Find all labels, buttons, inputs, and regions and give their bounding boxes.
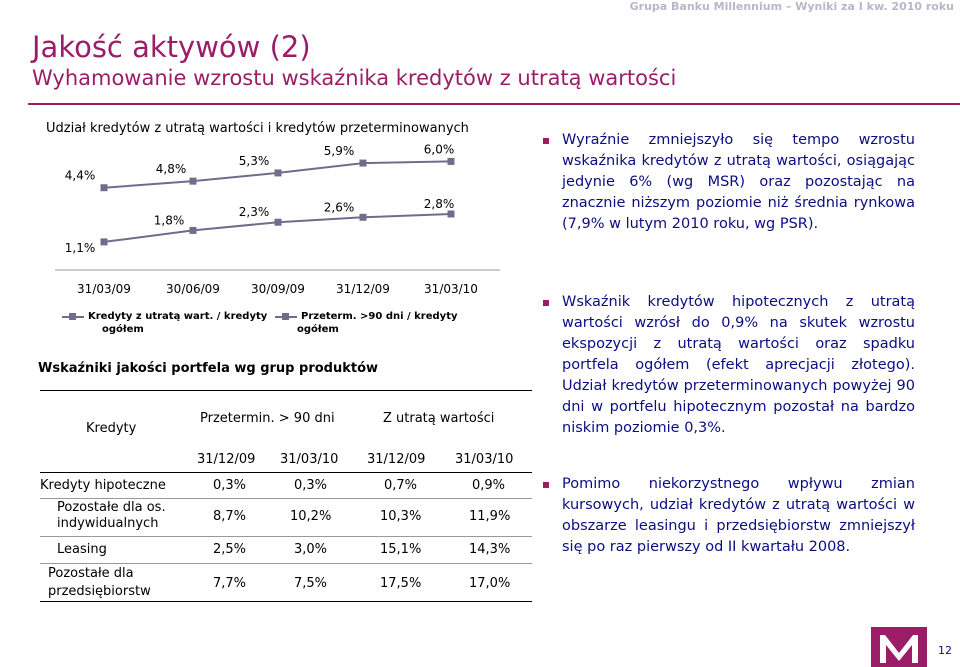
data-label: 1,1% [64, 240, 96, 255]
table-date-3: 31/12/09 [367, 452, 426, 467]
table-row-label: Pozostałe dla [48, 566, 134, 581]
x-tick-label: 31/03/10 [424, 282, 478, 296]
x-tick-label: 30/06/09 [166, 282, 220, 296]
legend-marker-overdue [275, 313, 297, 321]
data-label: 2,8% [423, 197, 455, 211]
table-row-rule [40, 536, 532, 537]
data-point-marker [448, 158, 455, 165]
millennium-logo [871, 627, 927, 667]
data-label: 1,8% [153, 213, 185, 228]
x-tick-label: 31/03/09 [77, 282, 131, 296]
table-row-label: przedsiębiorstw [48, 584, 151, 599]
data-label: 2,3% [238, 205, 270, 220]
table-cell: 15,1% [380, 542, 422, 557]
bullet-marker [543, 300, 549, 306]
table-cell: 17,5% [380, 576, 422, 591]
legend-label-overdue-line2: ogółem [297, 324, 339, 335]
title-divider [28, 103, 960, 105]
table-top-rule [40, 390, 532, 391]
data-label: 4,4% [64, 168, 96, 183]
table-cell: 0,3% [213, 478, 247, 493]
table-row-label: Leasing [57, 542, 107, 557]
table-cell: 0,7% [384, 478, 418, 493]
table-cell: 2,5% [213, 542, 247, 557]
table-bottom-rule [40, 601, 532, 602]
legend-label-impaired-line2: ogółem [102, 324, 144, 335]
table-row-rule [40, 498, 532, 499]
bullet-marker [543, 482, 549, 488]
table-cell: 7,7% [213, 576, 247, 591]
table-row-label: indywidualnych [57, 516, 159, 531]
data-label: 2,6% [323, 200, 355, 215]
line-chart [40, 135, 530, 300]
data-point-marker [101, 238, 108, 245]
header-stripe [0, 0, 652, 14]
legend-label-impaired-line1: Kredyty z utratą wart. / kredyty [88, 311, 268, 322]
header-bar [0, 0, 960, 16]
data-label: 5,9% [323, 144, 355, 159]
data-point-marker [275, 169, 282, 176]
table-row-rule [40, 563, 532, 564]
data-point-marker [101, 184, 108, 191]
bullet-impaired-growth [543, 130, 915, 235]
table-row-label: Pozostałe dla os. [57, 500, 166, 515]
header-brand-text: Grupa Banku Millennium – Wyniki za I kw. 2010 roku [629, 0, 954, 13]
legend-label-overdue-line1: Przeterm. >90 dni / kredyty [301, 311, 458, 322]
data-point-marker [190, 178, 197, 185]
table-date-2: 31/03/10 [280, 452, 339, 467]
table-cell: 10,3% [380, 509, 422, 524]
x-tick-label: 31/12/09 [336, 282, 390, 296]
table-cell: 0,9% [472, 478, 506, 493]
table-header-overdue: Przetermin. > 90 dni [200, 411, 335, 426]
page-subtitle: Wyhamowanie wzrostu wskaźnika kredytów z utratą wartości [32, 66, 677, 90]
page-number: 12 [938, 644, 952, 657]
table-cell: 8,7% [213, 509, 247, 524]
data-point-marker [448, 211, 455, 218]
chart-title: Udział kredytów z utratą wartości i kredytów przeterminowanych [46, 121, 469, 136]
data-point-marker [190, 227, 197, 234]
bullet-text: Wyraźnie zmniejszyło się tempo wzrostu wskaźnika kredytów z utratą wartości, osiągając jedynie 6% (wg MSR) oraz pozostając na znacznie niższym poziomie niż średnia rynkowa (7,9% w lutym 2010 roku, wg PSR). [562, 132, 915, 232]
table-header-kredyty: Kredyty [86, 421, 137, 436]
bullet-marker [543, 138, 549, 144]
data-point-marker [360, 214, 367, 221]
data-label: 4,8% [155, 162, 187, 177]
page-title: Jakość aktywów (2) [32, 30, 311, 64]
data-label: 5,3% [238, 153, 270, 168]
bullet-leasing [543, 474, 915, 558]
table-cell: 14,3% [469, 542, 511, 557]
table-date-1: 31/12/09 [197, 452, 256, 467]
table-cell: 3,0% [294, 542, 328, 557]
bullet-text: Wskaźnik kredytów hipotecznych z utratą wartości wzrósł do 0,9% na skutek wzrostu ekspozycji z utratą wartości oraz spadku portfela ogółem (efekt aprecjacji złotego). Udział kredytów przeterminowanych powyżej 90 dni w portfelu hipotecznym pozostał na bardzo niskim poziomie 0,3%. [562, 294, 915, 436]
data-point-marker [275, 219, 282, 226]
table-header-rule [40, 472, 532, 473]
bullet-mortgage [543, 292, 915, 439]
table-cell: 10,2% [290, 509, 332, 524]
table-date-4: 31/03/10 [455, 452, 514, 467]
table-title: Wskaźniki jakości portfela wg grup produktów [38, 361, 379, 376]
legend-marker-impaired [62, 313, 84, 321]
table-cell: 17,0% [469, 576, 511, 591]
table-cell: 0,3% [294, 478, 328, 493]
data-label: 6,0% [423, 142, 455, 157]
x-tick-label: 30/09/09 [251, 282, 305, 296]
table-row-label: Kredyty hipoteczne [40, 478, 166, 493]
table-cell: 11,9% [469, 509, 511, 524]
bullet-text: Pomimo niekorzystnego wpływu zmian kursowych, udział kredytów z utratą wartości w obszarze leasingu i przedsiębiorstw zmniejszył się po raz pierwszy od II kwartału 2008. [562, 476, 915, 555]
table-header-impaired: Z utratą wartości [383, 411, 495, 426]
data-point-marker [360, 160, 367, 167]
table-cell: 7,5% [294, 576, 328, 591]
